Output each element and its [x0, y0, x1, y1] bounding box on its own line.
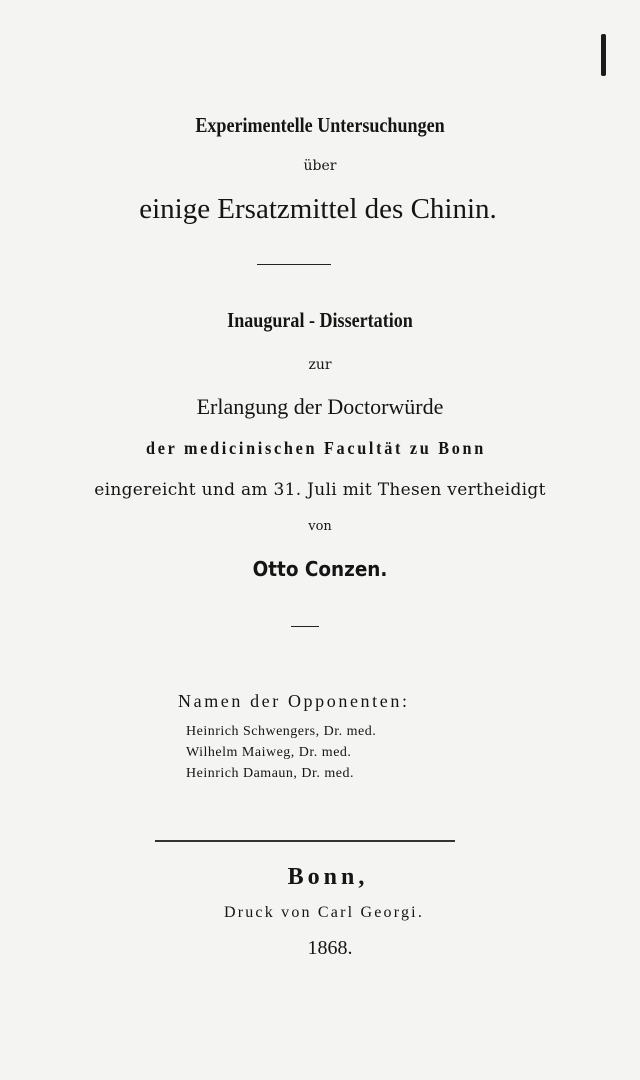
connector-von: von: [308, 519, 332, 534]
imprint-printer: Druck von Carl Georgi.: [223, 904, 425, 921]
imprint-city: Bonn,: [287, 864, 369, 890]
title-line-2: einige Ersatzmittel des Chinin.: [139, 193, 497, 225]
page-edge-mark: [601, 34, 606, 76]
author-name: Otto Conzen.: [252, 557, 388, 581]
imprint-year: 1868.: [307, 937, 353, 959]
divider-rule-3: [155, 840, 455, 842]
title-connector: über: [303, 158, 337, 174]
opponent-1: Heinrich Schwengers, Dr. med.: [186, 724, 377, 739]
divider-rule-2: [291, 626, 319, 627]
title-line-1: Experimentelle Untersuchungen: [195, 113, 445, 137]
opponents-heading: Namen der Opponenten:: [178, 691, 410, 711]
submission-line: eingereicht und am 31. Juli mit Thesen vertheidigt: [94, 480, 546, 500]
opponent-2: Wilhelm Maiweg, Dr. med.: [186, 745, 352, 760]
erlangung-line: Erlangung der Doctorwürde: [196, 394, 444, 419]
connector-zur: zur: [308, 357, 332, 373]
dissertation-heading: Inaugural - Dissertation: [227, 308, 413, 332]
faculty-line: der medicinischen Facultät zu Bonn: [146, 438, 486, 458]
opponent-3: Heinrich Damaun, Dr. med.: [186, 766, 355, 781]
divider-rule-1: [257, 264, 331, 265]
